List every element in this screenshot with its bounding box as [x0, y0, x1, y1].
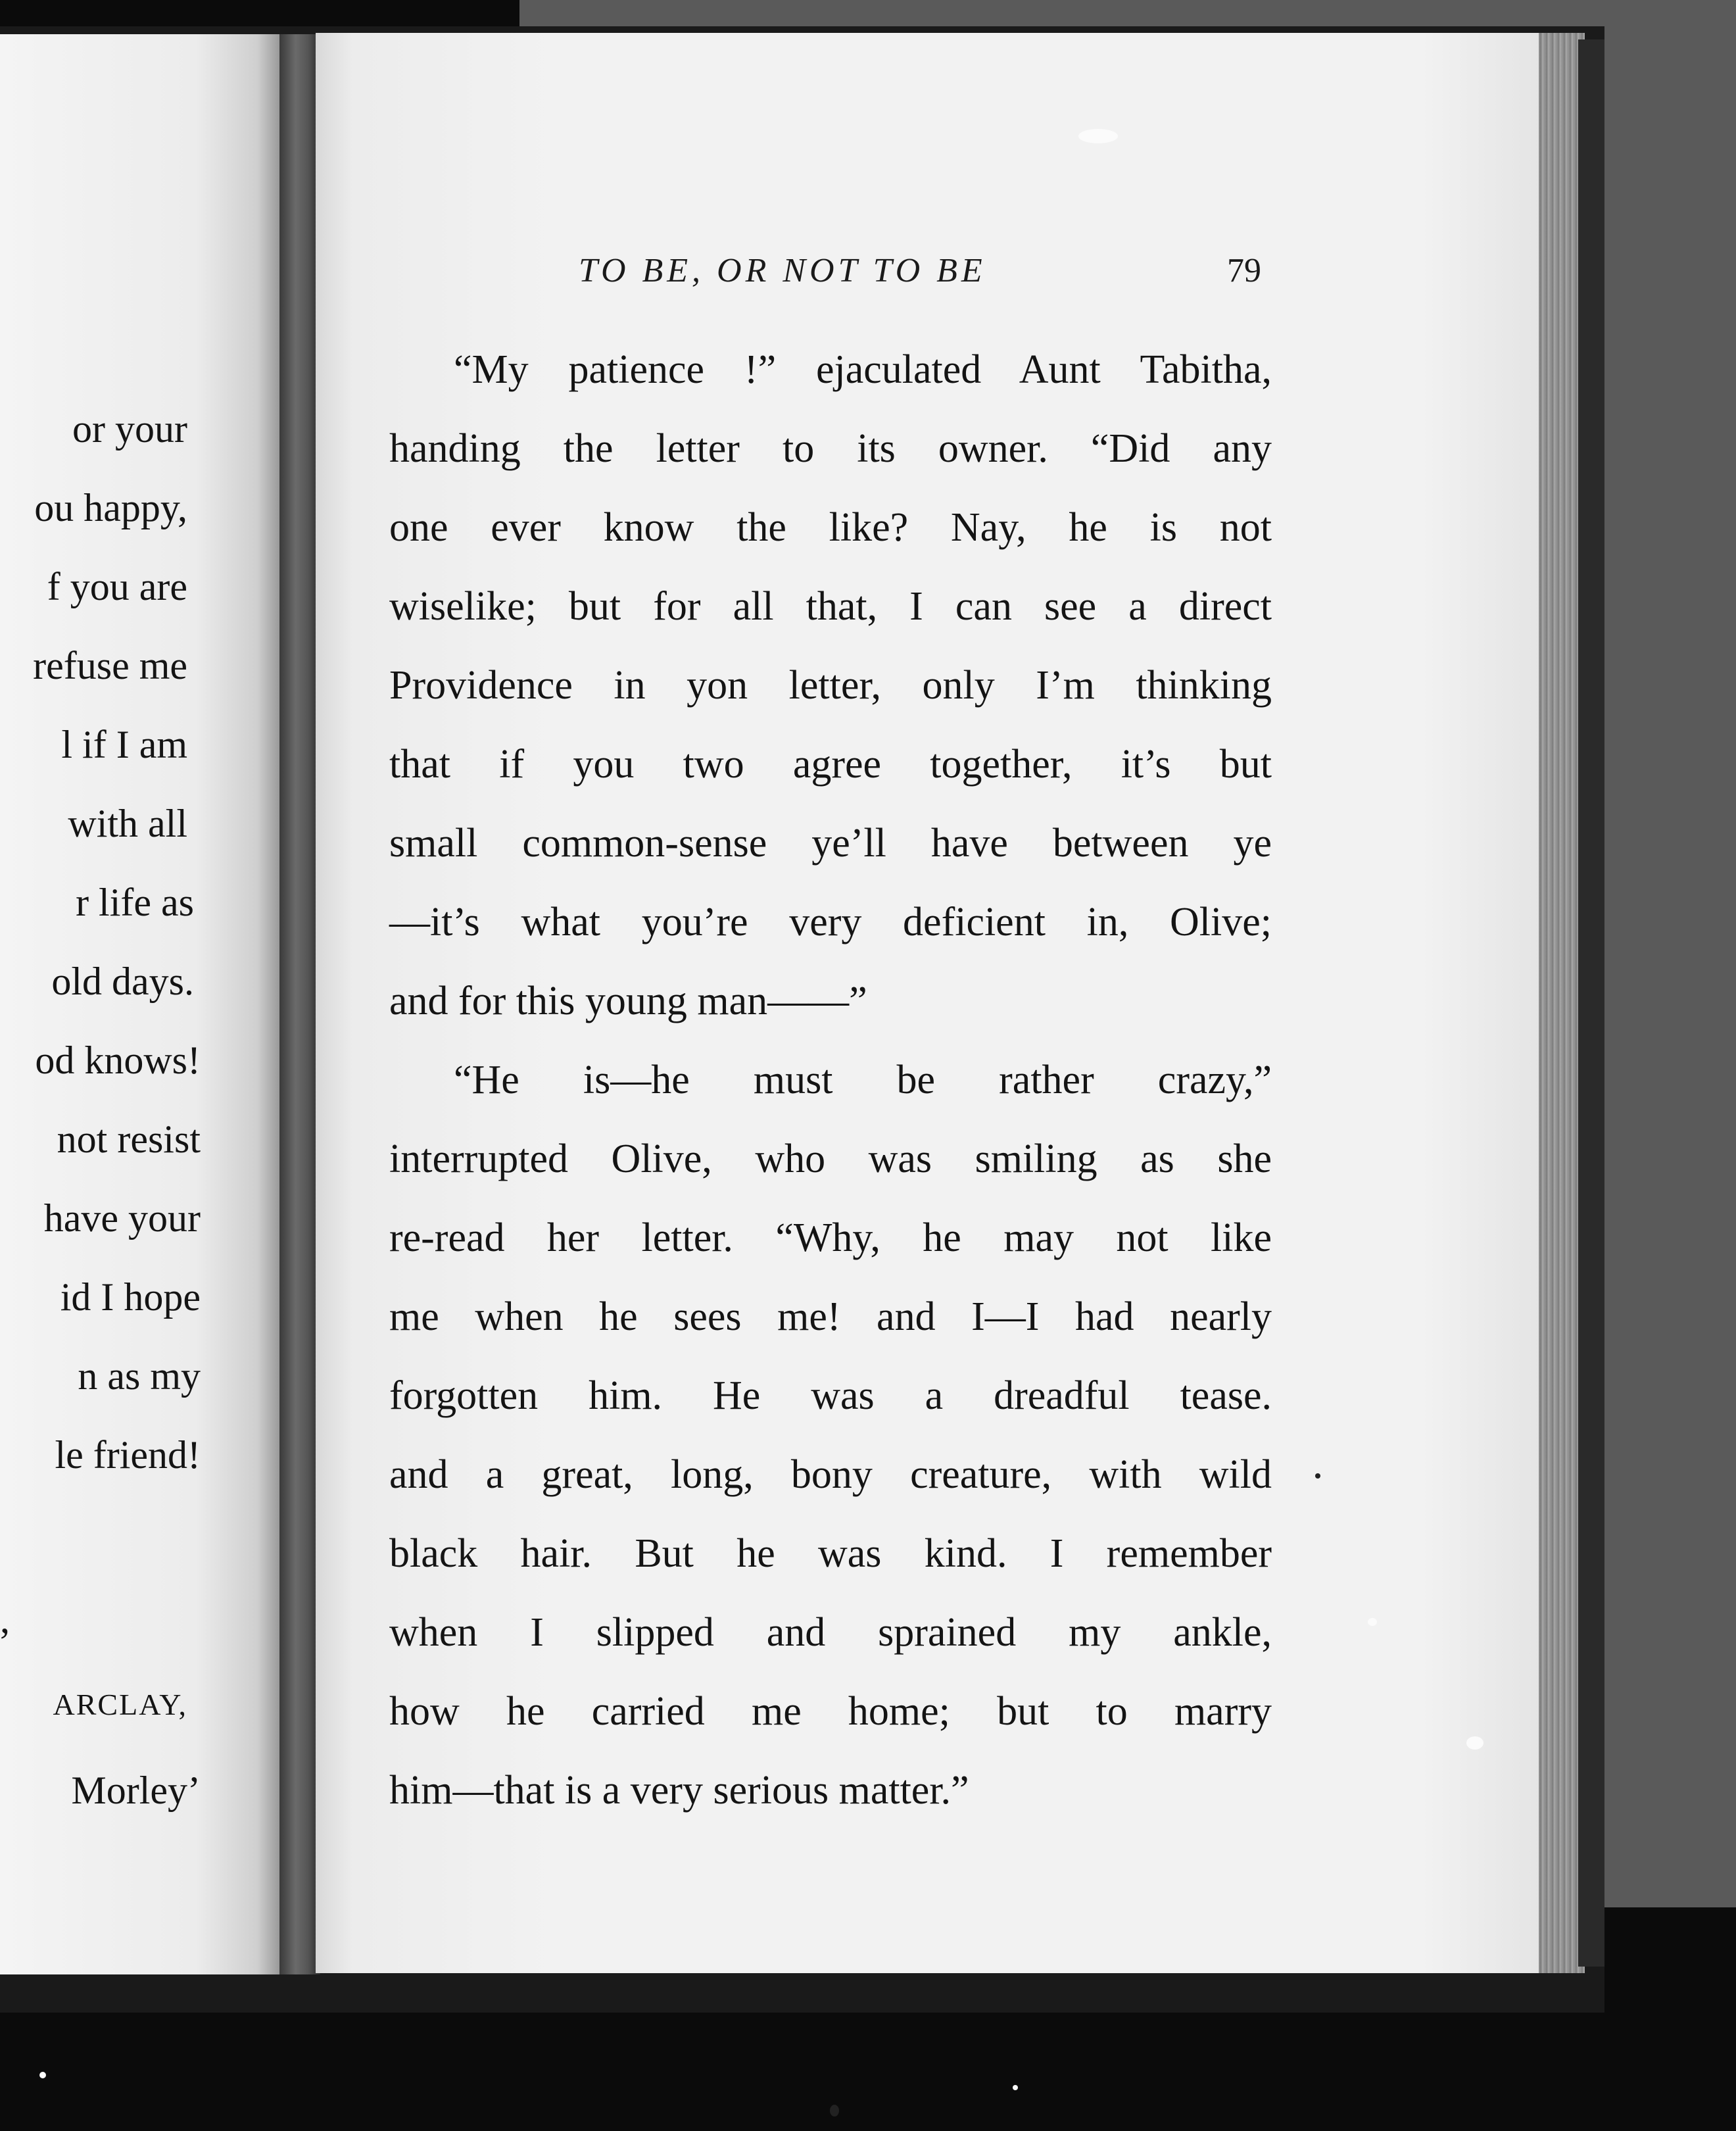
body-line: how he carried me home; but to marry — [389, 1689, 1272, 1734]
scan-speck — [1466, 1736, 1483, 1750]
left-line: or your — [72, 407, 187, 451]
book-gutter — [279, 34, 320, 1974]
body-line: that if you two agree together, it’s but — [389, 742, 1272, 787]
body-line: interrupted Olive, who was smiling as she — [389, 1137, 1272, 1181]
body-line: one ever know the like? Nay, he is not — [389, 505, 1272, 550]
left-line: refuse me — [33, 644, 187, 687]
body-line: when I slipped and sprained my ankle, — [389, 1610, 1272, 1655]
body-line: Providence in yon letter, only I’m thinking — [389, 663, 1272, 708]
left-line: have your — [43, 1196, 201, 1240]
left-line: f you are — [47, 565, 187, 608]
left-line: le friend! — [55, 1433, 201, 1477]
left-page — [0, 34, 279, 1974]
left-line: r life as — [76, 881, 194, 924]
left-page-text — [0, 34, 279, 1974]
scan-speck — [1368, 1618, 1377, 1626]
left-line: Morley’ — [71, 1769, 201, 1812]
body-line: me when he sees me! and I—I had nearly — [389, 1294, 1272, 1339]
body-line: “My patience !” ejaculated Aunt Tabitha, — [454, 347, 1272, 392]
body-line: and a great, long, bony creature, with wild — [389, 1452, 1272, 1497]
body-line: handing the letter to its owner. “Did any — [389, 426, 1272, 471]
body-line: small common-sense ye’ll have between ye — [389, 821, 1272, 866]
body-line: forgotten him. He was a dreadful tease. — [389, 1373, 1272, 1418]
left-line: with all — [68, 802, 187, 845]
body-line: —it’s what you’re very deficient in, Olive; — [389, 900, 1272, 944]
body-line: re-read her letter. “Why, he may not like — [389, 1215, 1272, 1260]
scan-speck — [1315, 1473, 1320, 1479]
body-line: and for this young man——” — [389, 979, 867, 1023]
left-line: , — [0, 1598, 10, 1641]
left-line: l if I am — [61, 723, 187, 766]
body-line: him—that is a very serious matter.” — [389, 1768, 969, 1813]
left-line: n as my — [78, 1354, 201, 1398]
left-line: ARCLAY, — [53, 1688, 187, 1721]
scan-speck — [1013, 2085, 1018, 2090]
left-line: ou happy, — [34, 486, 187, 529]
page-number: 79 — [1227, 252, 1261, 289]
left-line: id I hope — [60, 1275, 201, 1319]
left-line: old days. — [51, 960, 194, 1003]
book-spine-edge — [1578, 39, 1604, 1967]
body-line: “He is—he must be rather crazy,” — [454, 1058, 1272, 1102]
scan-speck — [830, 2105, 839, 2117]
body-line: black hair. But he was kind. I remember — [389, 1531, 1272, 1576]
scan-speck — [1078, 129, 1118, 143]
body-line: wiselike; but for all that, I can see a direct — [389, 584, 1272, 629]
scan-speck — [39, 2072, 46, 2078]
left-line: od knows! — [35, 1039, 201, 1082]
left-line: not resist — [57, 1117, 201, 1161]
running-head-title: TO BE, OR NOT TO BE — [579, 252, 986, 289]
